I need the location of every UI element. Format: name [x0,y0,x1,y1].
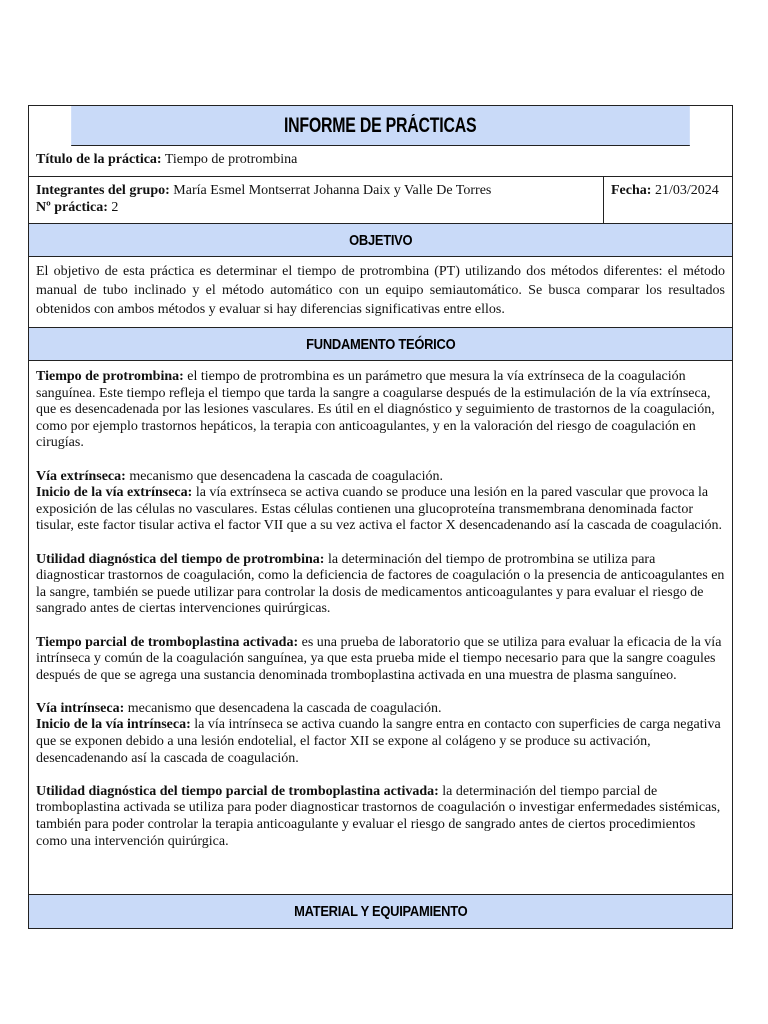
group-label: Integrantes del grupo: [36,183,170,198]
group-line [36,183,596,200]
theory-p1-label: Tiempo de protrombina: [36,369,184,384]
materials-heading: MATERIAL Y EQUIPAMIENTO [293,903,468,920]
practice-title-label: Título de la práctica: [36,152,162,167]
theory-p7-label: Inicio de la vía intrínseca: [36,717,191,733]
theory-p6-label: Vía intrínseca: [36,700,125,716]
group-cell [29,177,604,223]
report-table [28,105,733,929]
theory-p2-label: Vía extrínseca: [36,468,126,484]
theory-paragraph-extrinsic [36,469,725,535]
theory-p5-label: Tiempo parcial de tromboplastina activada: [36,634,299,650]
objective-text: El objetivo de esta práctica es determinar el tiempo de protrombina (PT) utilizando dos métodos diferentes: el método manual de tubo inclinado y el método automático con un equipo semiautomático. Se busca comparar los resultados obtenidos con ambos métodos y evaluar si hay diferencias significativas entre ellos. [29,257,732,328]
theory-paragraph-pt-utility [36,552,725,618]
theory-heading-band [29,328,732,361]
theory-paragraph-aptt [36,635,725,685]
group-value: María Esmel Montserrat Johanna Daix y Valle De Torres [173,183,492,198]
objective-heading-band [29,224,732,257]
theory-p6-text: mecanismo que desencadena la cascada de coagulación. [124,700,442,716]
theory-line-intrinsic [36,701,725,718]
theory-p3-label: Inicio de la vía extrínseca: [36,485,193,501]
report-title-band [71,106,690,146]
theory-p8-text: la determinación del tiempo parcial de tromboplastina activada se utiliza para poder diagnosticar trastornos de coagulación o investigar enfermedades sistémicas, también para poder controlar la terapia anticoagulante y evaluar el riesgo de sangrado antes de ciertos procedimientos como una intervención quirúrgica. [36,783,721,849]
theory-paragraph-pt [36,369,725,452]
practice-number-value: 2 [111,199,119,215]
theory-line-intrinsic-start [36,717,725,767]
theory-line-extrinsic [36,469,725,486]
practice-number-line [36,200,596,217]
practice-title-value: Tiempo de protrombina [164,152,298,167]
theory-p8-label: Utilidad diagnóstica del tiempo parcial de tromboplastina activada: [36,783,439,799]
theory-p3-text: la vía extrínseca se activa cuando se produce una lesión en la pared vascular que provoca la exposición de las células no vasculares. Estas células contienen una glucoproteína transmembrana denominada factor tisular, este factor tisular activa el factor VII que a su vez activa el factor X desencadenando así la cascada de coagulación. [36,485,723,534]
theory-p2-text: mecanismo que desencadena la cascada de coagulación. [125,468,443,484]
theory-p7-text: la vía intrínseca se activa cuando la sangre entra en contacto con superficies de carga negativa que se exponen debido a una lesión endotelial, el factor XII se expone al colágeno y se produce su activación, desencadenando así la cascada de coagulación. [36,717,721,766]
theory-p4-label: Utilidad diagnóstica del tiempo de protrombina: [36,551,325,567]
theory-heading: FUNDAMENTO TEÓRICO [305,336,456,353]
theory-paragraph-aptt-utility [36,784,725,850]
theory-paragraph-intrinsic [36,701,725,767]
date-cell [604,177,732,223]
report-title: INFORME DE PRÁCTICAS [284,114,477,137]
practice-title-row [29,146,732,177]
objective-heading: OBJETIVO [348,232,413,249]
theory-p5-text: es una prueba de laboratorio que se utiliza para evaluar la eficacia de la vía intrínseca y común de la coagulación sanguínea, ya que esta prueba mide el tiempo necesario para que la sangre coagules después de que se agrega una sustancia denominada tromboplastina activada en una muestra de plasma sanguíneo. [36,634,722,683]
theory-line-extrinsic-start [36,485,725,535]
theory-p1-text: el tiempo de protrombina es un parámetro que mesura la vía extrínseca de la coagulación sanguínea. Este tiempo refleja el tiempo que tarda la sangre a coagularse después de la estimulación de la vía extrínseca, que es desencadenada por las lesiones vasculares. Es útil en el diagnóstico y seguimiento de trastornos de la coagulación, como por ejemplo trastornos hepáticos, la terapia con anticoagulantes, y en la valoración del riesgo de coagulación en cirugías. [36,369,715,451]
theory-body [29,361,732,895]
theory-p4-text: la determinación del tiempo de protrombina se utiliza para diagnosticar trastornos de coagulación, como la deficiencia de factores de coagulación o la presencia de anticoagulantes en la sangre, también se puede utilizar para controlar la dosis de medicamentos anticoagulantes y para evaluar el riesgo de sangrado antes de ciertas intervenciones quirúrgicas. [36,551,725,617]
practice-number-label: Nº práctica: [36,199,108,215]
date-label: Fecha: [611,183,652,198]
materials-heading-band [29,895,732,928]
date-value: 21/03/2024 [654,183,719,198]
group-row [29,177,732,224]
